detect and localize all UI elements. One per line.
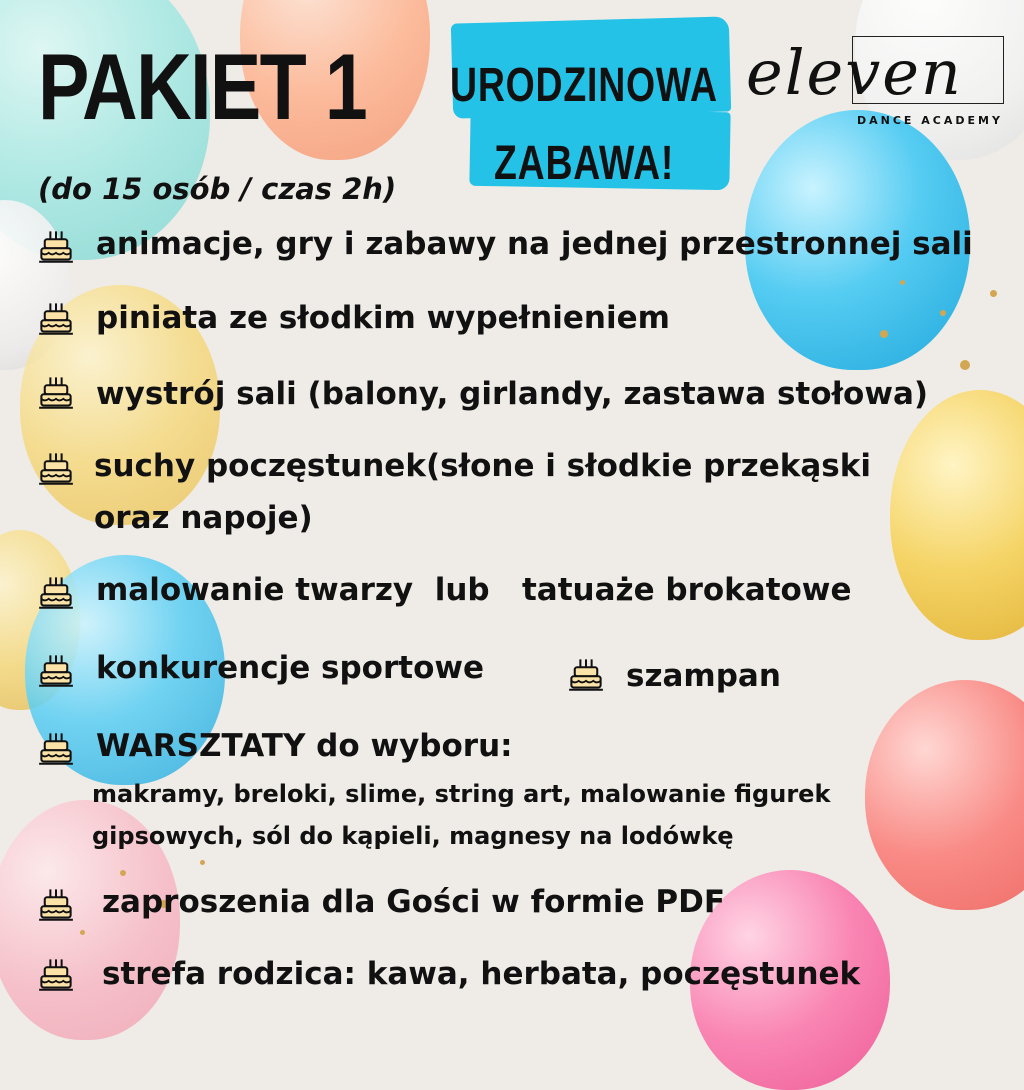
birthday-cake-icon <box>38 730 74 766</box>
confetti-dot <box>990 290 997 297</box>
birthday-cake-icon <box>38 300 74 336</box>
workshop-options: makramy, breloki, slime, string art, malowanie figurek <box>92 780 831 808</box>
banner-line-1: URODZINOWA <box>450 59 718 112</box>
birthday-cake-icon <box>38 574 74 610</box>
balloon-decoration <box>865 680 1024 910</box>
banner-line-2: ZABAWA! <box>494 137 675 190</box>
list-item-continuation: oraz napoje) <box>94 500 313 536</box>
logo-tagline: DANCE ACADEMY <box>857 114 1003 127</box>
event-banner <box>430 20 750 195</box>
list-item: szampan <box>626 658 781 694</box>
birthday-cake-icon <box>38 450 74 486</box>
brand-logo <box>742 36 1004 130</box>
list-item: malowanie twarzy lub tatuaże brokatowe <box>96 572 852 608</box>
birthday-cake-icon <box>38 374 74 410</box>
workshop-options: gipsowych, sól do kąpieli, magnesy na lodówkę <box>92 822 734 850</box>
list-item: konkurencje sportowe <box>96 650 485 686</box>
birthday-cake-icon <box>38 228 74 264</box>
birthday-cake-icon <box>568 656 604 692</box>
birthday-cake-icon <box>38 956 74 992</box>
confetti-dot <box>880 330 888 338</box>
list-item: strefa rodzica: kawa, herbata, poczęstunek <box>102 956 861 992</box>
page-title: PAKIET 1 <box>38 34 367 139</box>
logo-wordmark: eleven <box>746 36 963 109</box>
confetti-dot <box>900 280 905 285</box>
list-item: wystrój sali (balony, girlandy, zastawa stołowa) <box>96 376 929 412</box>
confetti-dot <box>120 870 126 876</box>
list-item: animacje, gry i zabawy na jednej przestronnej sali <box>96 226 973 262</box>
birthday-cake-icon <box>38 652 74 688</box>
confetti-dot <box>960 360 970 370</box>
balloon-decoration <box>890 390 1024 640</box>
confetti-dot <box>80 930 85 935</box>
list-item: piniata ze słodkim wypełnieniem <box>96 300 670 336</box>
list-item: suchy poczęstunek(słone i słodkie przekąski <box>94 448 871 484</box>
package-subtitle: (do 15 osób / czas 2h) <box>38 172 397 206</box>
confetti-dot <box>940 310 946 316</box>
confetti-dot <box>200 860 205 865</box>
list-item: WARSZTATY do wyboru: <box>96 728 513 764</box>
list-item: zaproszenia dla Gości w formie PDF <box>102 884 726 920</box>
birthday-cake-icon <box>38 886 74 922</box>
